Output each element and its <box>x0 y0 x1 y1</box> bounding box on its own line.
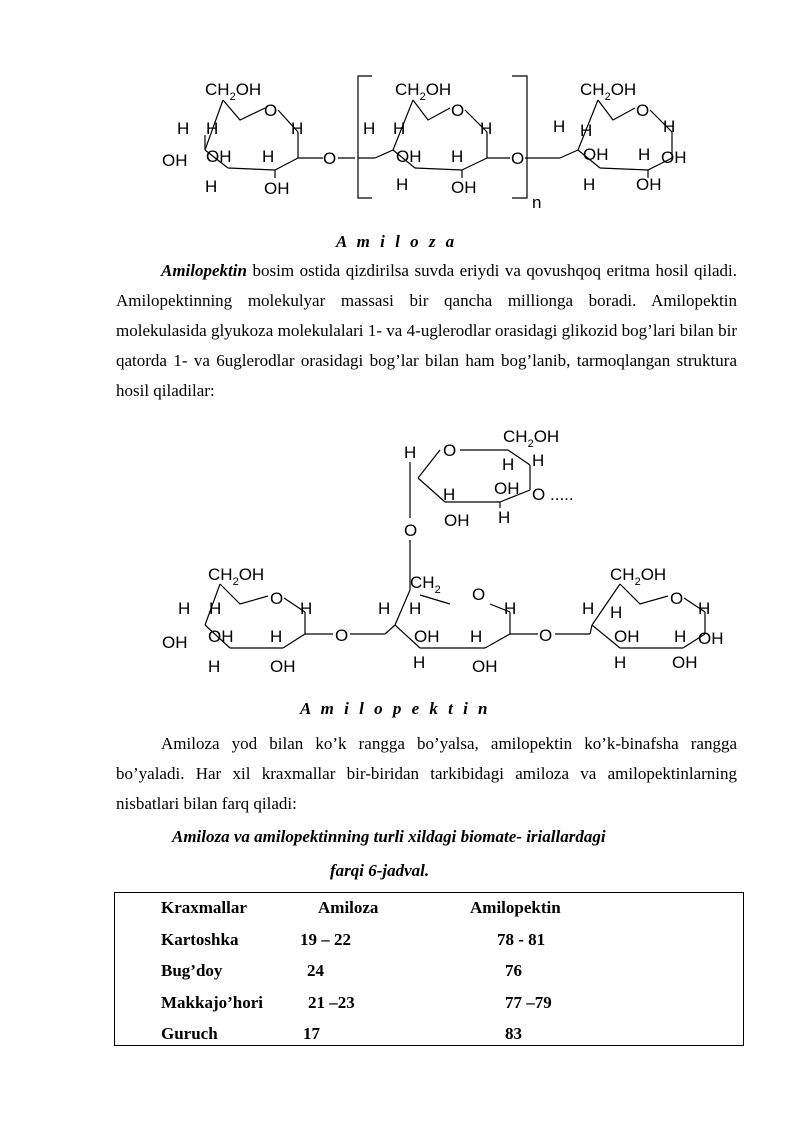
ring-oxygen-label: O <box>636 101 650 120</box>
ring-oxygen-label: O <box>264 101 278 120</box>
hydrogen-label: H <box>300 599 313 618</box>
hydrogen-label: H <box>409 599 422 618</box>
hydroxyl-label: OH <box>583 145 609 164</box>
hydrogen-label: H <box>583 175 596 194</box>
link-oxygen-label: O <box>404 521 418 540</box>
ch2oh-label: $CH_2OH$ <box>580 80 637 103</box>
hydrogen-label: H <box>470 627 483 646</box>
hydrogen-label: H <box>498 508 511 527</box>
ring-oxygen-label: O <box>443 441 457 460</box>
hydrogen-label: H <box>291 119 304 138</box>
hydroxyl-label: OH <box>494 479 520 498</box>
hydrogen-label: H <box>582 599 595 618</box>
bridge-oxygen-label: O <box>323 149 337 168</box>
starch-composition-table <box>114 892 744 1046</box>
table-cell: 78 - 81 <box>497 930 546 949</box>
table-cell: 21 –23 <box>308 993 355 1012</box>
table-cell: 19 – 22 <box>300 930 351 949</box>
hydrogen-label: H <box>610 603 623 622</box>
table-cell: 17 <box>303 1024 320 1043</box>
hydroxyl-label: OH <box>698 629 724 648</box>
table-cell: Guruch <box>161 1024 218 1043</box>
table-cell: Makkajo’hori <box>161 993 263 1012</box>
amylopectin-structure-diagram <box>0 420 800 680</box>
hydrogen-label: H <box>404 443 417 462</box>
ch2oh-label: $CH_2OH$ <box>503 427 560 450</box>
hydrogen-label: H <box>363 119 376 138</box>
hydrogen-label: H <box>209 599 222 618</box>
amylose-structure-diagram <box>0 60 800 220</box>
bold-term: Amilopektin <box>161 261 247 280</box>
amylose-caption: A m i l o z a <box>336 232 458 251</box>
hydroxyl-label: OH <box>672 653 698 672</box>
bridge-oxygen-label: O <box>335 626 349 645</box>
paragraph-amylopectin <box>116 256 737 406</box>
hydroxyl-label: OH <box>414 627 440 646</box>
bridge-oxygen-label: O <box>539 626 553 645</box>
hydroxyl-label: OH <box>270 657 296 676</box>
bridge-oxygen-label: O <box>532 485 546 504</box>
amylopectin-caption: A m i l o p e k t i n <box>300 699 491 718</box>
table-cell: 83 <box>505 1024 522 1043</box>
hydroxyl-label: OH <box>444 511 470 530</box>
hydroxyl-label: OH <box>636 175 662 194</box>
table-header: Amiloza <box>318 898 379 917</box>
hydroxyl-label: OH <box>614 627 640 646</box>
hydrogen-label: H <box>443 485 456 504</box>
table-title-line1: Amiloza va amilopektinning turli xildagi biomate- iriallardagi <box>172 827 606 846</box>
hydrogen-label: H <box>205 177 218 196</box>
paragraph-text: bosim ostida qizdirilsa suvda eriydi va qovushqoq eritma hosil qiladi. Amilopektinning molekulyar massasi bir qancha millionga boradi. Amilopektin molekulasida glyukoza molekulalari 1- va 4-uglerodlar orasidagi glikozid bog’lari bilan bir qatorda 1- va 6uglerodlar orasidagi bog’lar bilan ham bog’lanib, tarmoqlangan struktura hosil qiladilar: <box>116 261 737 400</box>
hydroxyl-label: OH <box>162 633 188 652</box>
hydroxyl-label: OH <box>472 657 498 676</box>
hydrogen-label: H <box>378 599 391 618</box>
hydroxyl-label: OH <box>208 627 234 646</box>
hydroxyl-label: OH <box>661 148 687 167</box>
bridge-oxygen-label: O <box>511 149 525 168</box>
table-cell: Bug’doy <box>161 961 223 980</box>
ch2oh-label: $CH_2OH$ <box>205 80 262 103</box>
ring-oxygen-label: O <box>270 589 284 608</box>
hydrogen-label: H <box>262 147 275 166</box>
hydrogen-label: H <box>451 147 464 166</box>
hydrogen-label: H <box>393 119 406 138</box>
hydroxyl-label: OH <box>451 178 477 197</box>
hydroxyl-label: OH <box>206 147 232 166</box>
table-cell: Kartoshka <box>161 930 239 949</box>
ch2oh-label: $CH_2OH$ <box>610 565 667 588</box>
hydrogen-label: H <box>270 627 283 646</box>
hydrogen-label: H <box>663 117 676 136</box>
hydrogen-label: H <box>698 599 711 618</box>
hydrogen-label: H <box>413 653 426 672</box>
hydroxyl-label: OH <box>264 179 290 198</box>
hydroxyl-label: OH <box>162 151 188 170</box>
ch2oh-label: $CH_2OH$ <box>395 80 452 103</box>
ch2-label: $CH_2$ <box>410 573 441 596</box>
hydrogen-label: H <box>396 175 409 194</box>
continuation-dots: ..... <box>550 485 574 504</box>
hydrogen-label: H <box>674 627 687 646</box>
hydrogen-label: H <box>638 145 651 164</box>
table-title-line2: farqi 6-jadval. <box>330 861 430 880</box>
hydrogen-label: H <box>178 599 191 618</box>
ring-oxygen-label: O <box>472 585 486 604</box>
table-cell: 77 –79 <box>505 993 552 1012</box>
hydrogen-label: H <box>502 455 515 474</box>
hydrogen-label: H <box>553 117 566 136</box>
table-cell: 24 <box>307 961 324 980</box>
ch2oh-label: $CH_2OH$ <box>208 565 265 588</box>
hydrogen-label: H <box>177 119 190 138</box>
paragraph-iodine: Amiloza yod bilan ko’k rangga bo’yalsa, amilopektin ko’k-binafsha rangga bo’yaladi. Har xil kraxmallar bir-biridan tarkibidagi amiloza va amilopektinlarning nisbatlari bilan farq qiladi: <box>116 734 737 813</box>
ring-oxygen-label: O <box>670 589 684 608</box>
hydrogen-label: H <box>532 451 545 470</box>
repeat-count-label: n <box>532 193 542 212</box>
table-header: Kraxmallar <box>161 898 247 917</box>
hydroxyl-label: OH <box>396 147 422 166</box>
ring-oxygen-label: O <box>451 101 465 120</box>
hydrogen-label: H <box>208 657 221 676</box>
table-cell: 76 <box>505 961 522 980</box>
hydrogen-label: H <box>580 121 593 140</box>
hydrogen-label: H <box>206 119 219 138</box>
table-header: Amilopektin <box>470 898 561 917</box>
hydrogen-label: H <box>504 599 517 618</box>
hydrogen-label: H <box>480 119 493 138</box>
hydrogen-label: H <box>614 653 627 672</box>
